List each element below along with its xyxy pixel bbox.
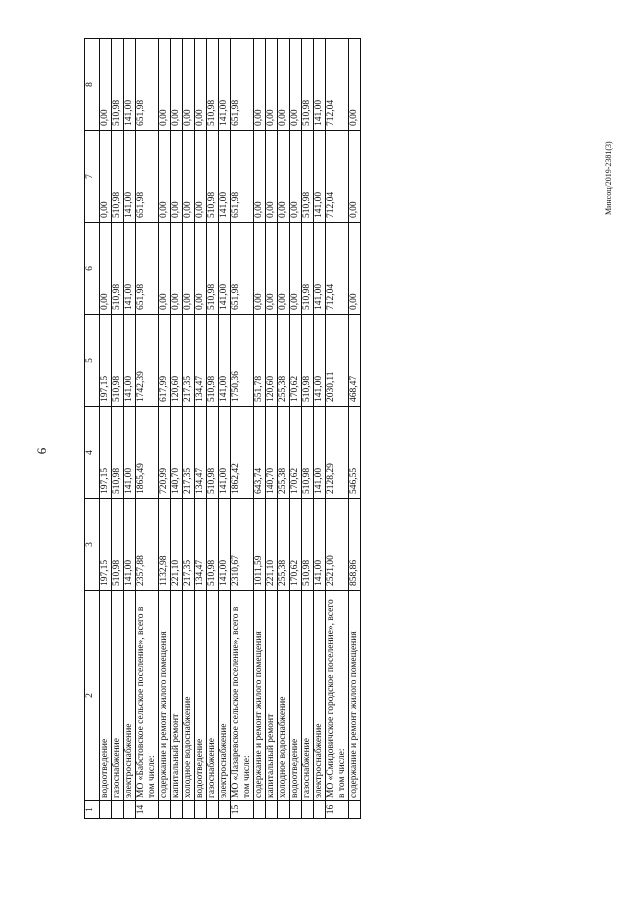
value-cell: 197,15 [100,315,112,407]
table-row [314,39,326,819]
value-cell: 221,10 [266,499,278,591]
value-cell: 510,98 [302,223,314,315]
row-number-cell [349,801,361,819]
value-cell: 510,98 [302,315,314,407]
value-cell: 141,00 [124,131,136,223]
value-cell: 2357,88 [136,499,159,591]
value-cell: 510,98 [207,131,219,223]
value-cell: 134,47 [195,499,207,591]
table-header-row [85,39,100,819]
value-cell: 0,00 [349,39,361,131]
value-cell: 170,62 [290,407,302,499]
value-cell: 468,47 [349,315,361,407]
row-label-cell: капитальный ремонт [266,591,278,801]
value-cell: 141,00 [314,223,326,315]
table-row [171,39,183,819]
table-row [219,39,231,819]
value-cell: 0,00 [254,131,266,223]
value-cell: 510,98 [302,407,314,499]
row-label-cell: МО «Смидовичское городское поселение», всего в том числе: [326,591,349,801]
row-label-cell: электроснабжение [219,591,231,801]
row-number-cell [254,801,266,819]
row-number-cell [100,801,112,819]
row-number-cell [195,801,207,819]
value-cell: 0,00 [159,223,171,315]
value-cell: 197,15 [100,499,112,591]
table-row [254,39,266,819]
value-cell: 651,98 [231,223,254,315]
value-cell: 0,00 [183,39,195,131]
row-label-cell: содержание и ремонт жилого помещения [349,591,361,801]
value-cell: 141,00 [314,39,326,131]
value-cell: 1862,42 [231,407,254,499]
value-cell: 0,00 [290,39,302,131]
value-cell: 141,00 [124,407,136,499]
value-cell: 141,00 [219,315,231,407]
value-cell: 510,98 [112,223,124,315]
row-number-cell [124,801,136,819]
column-header: 8 [85,39,100,131]
value-cell: 141,00 [219,499,231,591]
value-cell: 712,04 [326,223,349,315]
row-label-cell: холодное водоснабжение [183,591,195,801]
table-row [278,39,290,819]
row-number-cell [183,801,195,819]
table-row [302,39,314,819]
value-cell: 170,62 [290,315,302,407]
column-header: 4 [85,407,100,499]
table-row [290,39,302,819]
value-cell: 510,98 [112,39,124,131]
value-cell: 0,00 [266,39,278,131]
row-label-cell: водоотведение [100,591,112,801]
value-cell: 1742,39 [136,315,159,407]
value-cell: 170,62 [290,499,302,591]
value-cell: 617,99 [159,315,171,407]
row-number-cell [278,801,290,819]
table-row [124,39,136,819]
value-cell: 651,98 [136,223,159,315]
table-row [100,39,112,819]
value-cell: 141,00 [219,223,231,315]
row-label-cell: содержание и ремонт жилого помещения [254,591,266,801]
value-cell: 255,38 [278,499,290,591]
value-cell: 510,98 [302,39,314,131]
row-label-cell: содержание и ремонт жилого помещения [159,591,171,801]
table-row [136,39,159,819]
value-cell: 141,00 [219,39,231,131]
table-row [159,39,171,819]
value-cell: 510,98 [207,315,219,407]
value-cell: 510,98 [112,315,124,407]
value-cell: 510,98 [207,223,219,315]
row-number-cell [314,801,326,819]
row-label-cell: МО «Бабстовское сельское поселение», всего в том числе: [136,591,159,801]
value-cell: 141,00 [314,131,326,223]
row-number-cell: 16 [326,801,349,819]
table-row [183,39,195,819]
value-cell: 141,00 [314,499,326,591]
value-cell: 255,38 [278,407,290,499]
value-cell: 510,98 [207,407,219,499]
table-row [326,39,349,819]
value-cell: 720,99 [159,407,171,499]
value-cell: 217,35 [183,315,195,407]
value-cell: 1011,59 [254,499,266,591]
value-cell: 141,00 [219,407,231,499]
value-cell: 651,98 [136,131,159,223]
value-cell: 120,60 [266,315,278,407]
value-cell: 0,00 [171,223,183,315]
column-header: 6 [85,223,100,315]
value-cell: 141,00 [124,499,136,591]
table-row [195,39,207,819]
table-row [112,39,124,819]
row-number-cell: 14 [136,801,159,819]
value-cell: 140,70 [266,407,278,499]
row-label-cell: газоснабжение [112,591,124,801]
row-label-cell: электроснабжение [314,591,326,801]
value-cell: 0,00 [195,131,207,223]
value-cell: 120,60 [171,315,183,407]
value-cell: 0,00 [159,39,171,131]
table-row [349,39,361,819]
table-row [231,39,254,819]
value-cell: 643,74 [254,407,266,499]
row-number-cell [266,801,278,819]
value-cell: 510,98 [207,499,219,591]
column-header: 3 [85,499,100,591]
table-body [100,39,361,819]
value-cell: 2030,11 [326,315,349,407]
value-cell: 2128,29 [326,407,349,499]
value-cell: 0,00 [278,39,290,131]
value-cell: 551,78 [254,315,266,407]
value-cell: 141,00 [124,39,136,131]
value-cell: 0,00 [100,39,112,131]
value-cell: 651,98 [231,131,254,223]
value-cell: 651,98 [231,39,254,131]
value-cell: 0,00 [159,131,171,223]
table-row [266,39,278,819]
value-cell: 0,00 [195,39,207,131]
value-cell: 0,00 [183,223,195,315]
value-cell: 0,00 [278,223,290,315]
value-cell: 0,00 [183,131,195,223]
row-label-cell: газоснабжение [302,591,314,801]
value-cell: 2310,67 [231,499,254,591]
value-cell: 141,00 [124,223,136,315]
row-label-cell: электроснабжение [124,591,136,801]
row-label-cell: газоснабжение [207,591,219,801]
value-cell: 0,00 [349,223,361,315]
row-number-cell [290,801,302,819]
value-cell: 134,47 [195,315,207,407]
row-number-cell: 15 [231,801,254,819]
value-cell: 141,00 [219,131,231,223]
column-header: 1 [85,801,100,819]
value-cell: 2521,00 [326,499,349,591]
row-label-cell: капитальный ремонт [171,591,183,801]
value-cell: 0,00 [266,131,278,223]
value-cell: 0,00 [100,131,112,223]
table-row [207,39,219,819]
value-cell: 134,47 [195,407,207,499]
value-cell: 0,00 [349,131,361,223]
row-label-cell: водоотведение [290,591,302,801]
value-cell: 197,15 [100,407,112,499]
value-cell: 858,86 [349,499,361,591]
value-cell: 546,55 [349,407,361,499]
value-cell: 712,04 [326,131,349,223]
value-cell: 221,10 [171,499,183,591]
value-cell: 141,00 [124,315,136,407]
row-number-cell [302,801,314,819]
value-cell: 141,00 [314,315,326,407]
value-cell: 0,00 [195,223,207,315]
value-cell: 1750,36 [231,315,254,407]
value-cell: 255,38 [278,315,290,407]
value-cell: 0,00 [254,39,266,131]
column-header: 2 [85,591,100,801]
row-number-cell [171,801,183,819]
value-cell: 0,00 [100,223,112,315]
row-number-cell [112,801,124,819]
value-cell: 140,70 [171,407,183,499]
page-number: 6 [34,447,49,455]
row-number-cell [207,801,219,819]
value-cell: 510,98 [112,407,124,499]
value-cell: 1865,49 [136,407,159,499]
row-label-cell: водоотведение [195,591,207,801]
row-label-cell: МО «Лазаревское сельское поселение», всего в том числе: [231,591,254,801]
value-cell: 217,35 [183,407,195,499]
value-cell: 0,00 [254,223,266,315]
value-cell: 510,98 [112,499,124,591]
document-code: Минсоц/2019-2381(3) [604,141,613,215]
value-cell: 0,00 [171,39,183,131]
value-cell: 0,00 [171,131,183,223]
column-header: 5 [85,315,100,407]
value-cell: 510,98 [302,499,314,591]
value-cell: 651,98 [136,39,159,131]
value-cell: 0,00 [290,131,302,223]
value-cell: 1132,98 [159,499,171,591]
value-cell: 0,00 [266,223,278,315]
value-cell: 712,04 [326,39,349,131]
value-cell: 510,98 [112,131,124,223]
row-number-cell [219,801,231,819]
value-cell: 141,00 [314,407,326,499]
row-number-cell [159,801,171,819]
data-table [84,38,361,819]
value-cell: 510,98 [302,131,314,223]
value-cell: 0,00 [278,131,290,223]
column-header: 7 [85,131,100,223]
value-cell: 217,35 [183,499,195,591]
row-label-cell: холодное водоснабжение [278,591,290,801]
value-cell: 510,98 [207,39,219,131]
value-cell: 0,00 [290,223,302,315]
